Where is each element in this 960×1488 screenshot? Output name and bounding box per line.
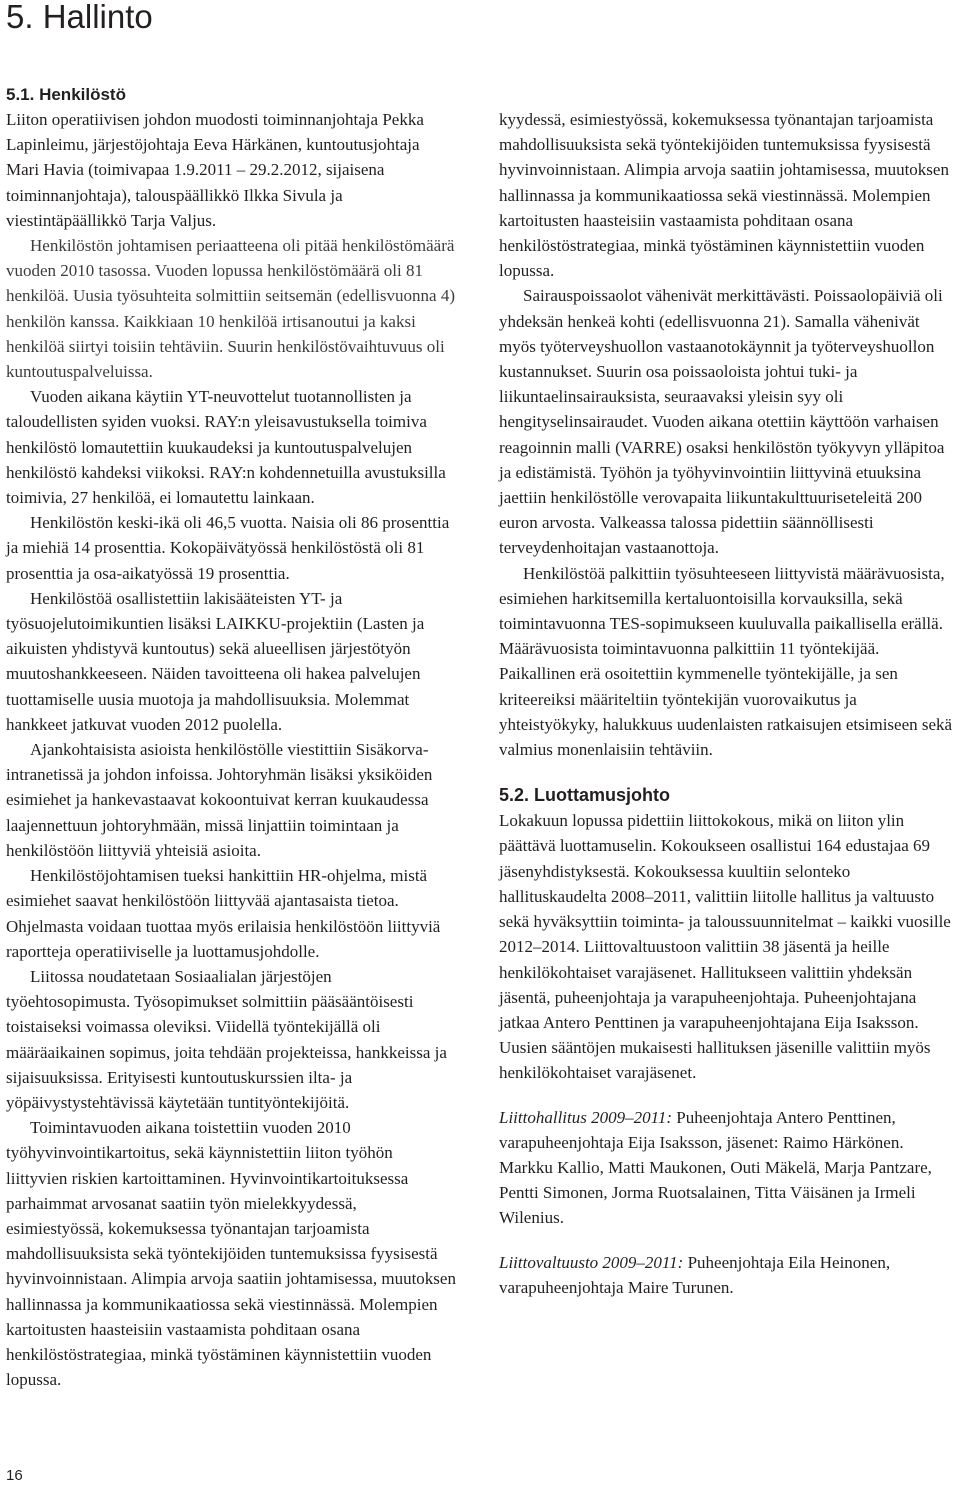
paragraph-continued: Toimintavuoden aikana toistettiin vuoden 2010 työhyvinvointikartoitus, sekä käynnistettiin liiton työhön liittyvien riskien kartoittaminen. Hyvinvointikartoituksessa parhaimmat arvosanat saatiin työn mielekkyydessä, esimiestyössä, kokemuksessa työnantajan tarjoamista mahdollisuuksista sekä työntekijöiden tuntemuksissa fyysisestä hyvinvoinnistaan. Alimpia arvoja saatiin johtamisessa, muutoksen hallinnassa ja kommunikaatiossa sekä viestinnässä. Molempien kartoitusten haasteisiin vastaamista pohditaan osana henkilöstöstrategiaa, minkä työstäminen käynnistettiin vuoden lopussa. [6, 1118, 456, 1390]
paragraph: Ajankohtaisista asioista henkilöstölle viestittiin Sisäkorva-intranetissä ja johdon infoissa. Johtoryhmän lisäksi yksiköiden esimiehet ja hankevastaavat kokoontuivat kerran kuukaudessa laajennettuun johtoryhmään, missä linjattiin toimintaan ja henkilöstöön liittyviä yhteisiä asioita. [6, 740, 433, 860]
paragraph: Henkilöstön keski-ikä oli 46,5 vuotta. Naisia oli 86 prosenttia ja miehiä 14 prosenttia. Kokopäivätyössä henkilöstöstä oli 81 prosenttia ja osa-aikatyössä 19 prosenttia. [6, 513, 450, 583]
chapter-title: 5. Hallinto [6, 0, 153, 35]
board-members [499, 1105, 953, 1231]
paragraph: Henkilöstöjohtamisen tueksi hankittiin HR-ohjelma, mistä esimiehet saavat henkilöstöön liittyvää ajantasaista tietoa. Ohjelmasta voidaan tuottaa myös erilaisia henkilöstöön liittyviä raportteja operatiiviselle ja luottamusjohdolle. [6, 866, 441, 961]
council-label: Liittovaltuusto 2009–2011: [499, 1252, 684, 1272]
paragraph: Sairauspoissaolot vähenivät merkittävästi. Poissaolopäiviä oli yhdeksän henkeä kohti (edellisvuonna 21). Samalla vähenivät myös työterveyshuollon vastaanotokäynnit ja työterveyshuollon kustannukset. Suurin osa poissaoloista johtui tuki- ja liikuntaelinsairauksista, seuraavaksi yleisin syy oli hengityselinsairaudet. Vuoden aikana otettiin käyttöön varhaisen reagoinnin malli (VARRE) osaksi henkilöstön työkyvyn ylläpitoa ja edistämistä. Työhön ja työhyvinvointiin liittyvinä etuuksina jaettiin henkilöstölle verovapaita liikuntakulttuuriseteleitä 200 euron arvosta. Valkeassa talossa pidettiin säännöllisesti terveydenhoitajan vastaanottoja. [499, 286, 945, 558]
page-number: 16 [6, 1467, 23, 1484]
paragraph: Henkilöstöä osallistettiin lakisääteisten YT- ja työsuojelutoimikuntien lisäksi LAIKKU-projektiin (Lasten ja aikuisten yhdistyvä kuntoutus) sekä alueellisen järjestötyön muutoshankkeeseen. Näiden tavoitteena oli hakea palvelujen tuottamiselle uusia muotoja ja mahdollisuuksia. Molemmat hankkeet jatkuvat vuoden 2012 puolella. [6, 588, 425, 734]
paragraph: Liiton operatiivisen johdon muodosti toiminnanjohtaja Pekka Lapinleimu, järjestöjohtaja Eeva Härkänen, kuntoutusjohtaja Mari Havia (toimivapaa 1.9.2011 – 29.2.2012, sijaisena toiminnanjohtaja), talouspäällikkö Ilkka Sivula ja viestintäpäällikkö Tarja Valjus. [6, 110, 424, 230]
council-text: Puheenjohtaja Eila Heinonen, varapuheenjohtaja Maire Turunen. [499, 1252, 891, 1297]
paragraph: Vuoden aikana käytiin YT-neuvottelut tuotannollisten ja taloudellisten syiden vuoksi. RAY:n yleisavustuksella toimiva henkilöstö lomautettiin kuukaudeksi ja kuntoutuspalvelujen henkilöstö kahdeksi viikoksi. RAY:n kohdennetuilla avustuksilla toimivia, 27 henkilöä, ei lomautettu lainkaan. [6, 387, 446, 508]
section-title-henkilosto: 5.1. Henkilöstö [6, 85, 126, 104]
left-column [6, 82, 456, 1390]
paragraph: Henkilöstöä palkittiin työsuhteeseen liittyvistä määrävuosista, esimiehen harkitsemilla kertaluontoisilla korvauksilla, sekä toimintavuonna TES-sopimukseen kuuluvalla paikallisella erällä. Määrävuosista toimintavuonna palkittiin 11 työntekijää. Paikallinen erä osoitettiin kymmenelle työntekijälle, ja sen kriteereiksi määriteltiin työntekijän vuorovaikutus ja yhteistyökyky, halukkuus uudenlaisten ratkaisujen etsimiseen sekä valmius monenlaisiin tehtäviin. [499, 563, 953, 760]
board-label: Liittohallitus 2009–2011: [499, 1107, 673, 1127]
section-title-luottamusjohto: 5.2. Luottamusjohto [499, 785, 670, 806]
paragraph: Henkilöstön johtamisen periaatteena oli pitää henkilöstömäärä vuoden 2010 tasossa. Vuoden lopussa henkilöstömäärä oli 81 henkilöä. Uusia työsuhteita solmittiin seitsemän (edellisvuonna 4) henkilön kanssa. Kaikkiaan 10 henkilöä irtisanoutui ja kaksi henkilöä siirtyi toisiin tehtäviin. Suurin henkilöstövaihtuvuus oli kuntoutuspalveluissa. [6, 236, 456, 382]
board-text: Puheenjohtaja Antero Penttinen, varapuheenjohtaja Eija Isaksson, jäsenet: Raimo Härkönen. Markku Kallio, Matti Maukonen, Outi Mäkelä, Marja Pantzare, Pentti Simonen, Jorma Ruotsalainen, Titta Väisänen ja Irmeli Wilenius. [499, 1107, 932, 1228]
paragraph: Liitossa noudatetaan Sosiaalialan järjestöjen työehtosopimusta. Työsopimukset solmittiin pääsääntöisesti toistaiseksi voimassa oleviksi. Viidellä työntekijällä oli määräaikainen sopimus, joita tehdään projekteissa, hankkeissa ja sijaisuuksissa. Erityisesti kuntoutuskurssien ilta- ja yöpäivystystehtävissä käytetään tuntityöntekijöitä. [6, 966, 447, 1112]
right-column [499, 107, 953, 1300]
paragraph: Lokakuun lopussa pidettiin liittokokous, mikä on liiton ylin päättävä luottamuselin. Kokoukseen osallistui 164 edustajaa 69 jäsenyhdistyksestä. Kokouksessa kuultiin selonteko hallituskaudelta 2008–2011, valittiin liitolle hallitus ja valtuusto sekä hyväksyttiin toiminta- ja taloussuunnitelmat – kaikki vuosille 2012–2014. Liittovaltuustoon valittiin 38 jäsentä ja heille henkilökohtaiset varajäsenet. Hallitukseen valittiin yhdeksän jäsentä, puheenjohtaja ja varapuheenjohtaja. Puheenjohtajana jatkaa Antero Penttinen ja varapuheenjohtajana Eija Isaksson. Uusien sääntöjen mukaisesti hallituksen jäsenille valittiin myös henkilökohtaiset varajäsenet. [499, 811, 951, 1083]
council-members [499, 1250, 953, 1300]
paragraph-continuation: kyydessä, esimiestyössä, kokemuksessa työnantajan tarjoamista mahdollisuuksista sekä työntekijöiden tuntemuksissa fyysisestä hyvinvoinnistaan. Alimpia arvoja saatiin johtamisessa, muutoksen hallinnassa ja kommunikaatiossa sekä viestinnässä. Molempien kartoitusten haasteisiin vastaamista pohditaan osana henkilöstöstrategiaa, minkä työstäminen käynnistettiin vuoden lopussa. [499, 110, 949, 281]
